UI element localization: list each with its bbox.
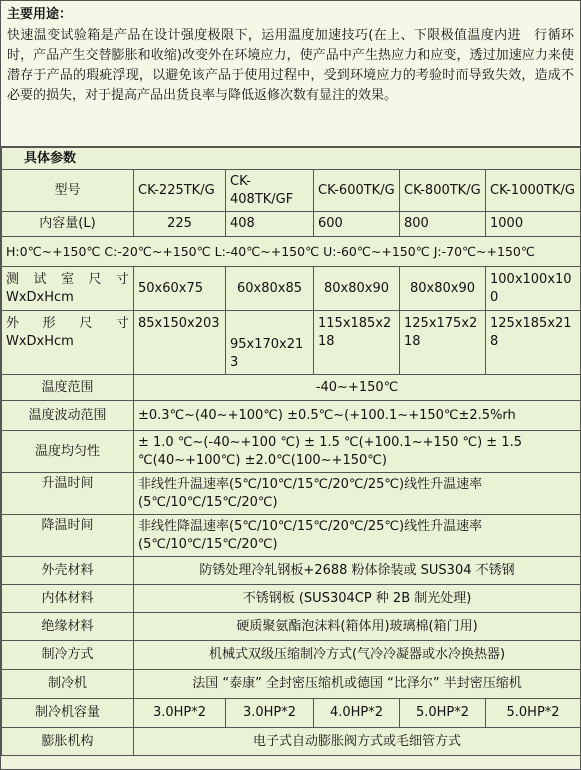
cooling-method-value: 机械式双级压缩制冷方式(气冷冷凝器或水冷换热器) [134,641,581,670]
outer-size-cell: 95x170x213 [226,311,314,375]
uniformity-row [2,431,581,473]
shell-value: 防锈处理冷轧钢板+2688 粉体徐装或 SUS304 不锈钢 [134,557,581,585]
temp-range-value: -40~+150℃ [134,375,581,401]
temp-codes: H:0℃~+150℃ C:-20℃~+150℃ L:-40℃~+150℃ U:-60℃~+150℃ J:-70℃~+150℃ [2,237,581,267]
volume-label: 内容量(L) [2,212,134,237]
model-cell: CK-225TK/G [134,170,226,212]
cooling-method-label: 制冷方式 [2,641,134,670]
model-row [2,170,581,212]
volume-cell: 408 [226,212,314,237]
fluctuation-label: 温度波动范围 [2,401,134,431]
capacity-cell: 5.0HP*2 [486,699,581,728]
capacity-row [2,699,581,728]
heating-label: 升温时间 [2,473,134,515]
heating-value: 非线性升温速率(5℃/10℃/15℃/20℃/25℃)线性升温速率 (5℃/10℃/15℃/20℃) [134,473,581,515]
heating-row [2,473,581,515]
chamber-label-line2: WxDxHcm [6,289,74,305]
cooling-value: 非线性降温速率(5℃/10℃/15℃/20℃/25℃)线性升温速率(5℃/10℃/15℃/20℃) [134,515,581,557]
spec-header: 具体参数 [2,148,581,170]
outer-label-line2: WxDxHcm [6,334,74,349]
chamber-label-line1: 测试室尺寸 [6,271,129,287]
outer-size-cell: 125x185x218 [486,311,581,375]
capacity-cell: 4.0HP*2 [314,699,400,728]
outer-label [2,311,134,375]
volume-row [2,212,581,237]
compressor-label: 制冷机 [2,670,134,699]
fluctuation-value: ±0.3℃~(40~+100℃) ±0.5℃~(+100.1~+150℃±2.5%rh [134,401,581,431]
outer-label-line1: 外形尺寸 [6,316,129,331]
chamber-label [2,267,134,311]
chamber-size-cell: 60x80x85 [226,267,314,311]
shell-row [2,557,581,585]
fluctuation-row [2,401,581,431]
temp-code-row [2,237,581,267]
volume-cell: 600 [314,212,400,237]
chamber-size-cell: 100x100x100 [486,267,581,311]
volume-cell: 800 [400,212,486,237]
outer-size-cell: 85x150x203 [134,311,226,375]
expansion-row [2,728,581,756]
chamber-size-cell: 50x60x75 [134,267,226,311]
capacity-cell: 5.0HP*2 [400,699,486,728]
compressor-row [2,670,581,699]
uniformity-label: 温度均匀性 [2,431,134,473]
shell-label: 外壳材料 [2,557,134,585]
cooling-row [2,515,581,557]
inner-row [2,585,581,613]
spec-table [1,147,581,756]
expansion-value: 电子式自动膨胀阀方式或毛细管方式 [134,728,581,756]
spec-header-row [2,148,581,170]
capacity-label: 制冷机容量 [2,699,134,728]
outer-size-cell: 115x185x218 [314,311,400,375]
inner-value: 不锈钢板 (SUS304CP 种 2B 制光处理) [134,585,581,613]
model-cell: CK-800TK/G [400,170,486,212]
temp-range-row [2,375,581,401]
outer-size-cell: 125x175x218 [400,311,486,375]
temp-range-label: 温度范围 [2,375,134,401]
usage-section [1,1,580,147]
inner-label: 内体材料 [2,585,134,613]
outer-size-row [2,311,581,375]
capacity-cell: 3.0HP*2 [134,699,226,728]
model-cell: CK-1000TK/G [486,170,581,212]
compressor-value: 法国 “泰康” 全封密压缩机或德国 “比泽尔” 半封密压缩机 [134,670,581,699]
cooling-label: 降温时间 [2,515,134,557]
usage-title: 主要用途： [7,7,73,22]
chamber-size-cell: 80x80x90 [400,267,486,311]
insulation-row [2,613,581,641]
uniformity-value: ± 1.0 ℃~(-40~+100 ℃) ± 1.5 ℃(+100.1~+150 ℃) ± 1.5 ℃(40~+100℃) ±2.0℃(100~+150℃) [134,431,581,473]
chamber-size-row [2,267,581,311]
model-cell: CK-408TK/GF [226,170,314,212]
cooling-method-row [2,641,581,670]
volume-cell: 1000 [486,212,581,237]
usage-text: 快速温变试验箱是产品在设计强度极限下，运用温度加速技巧(在上、下限极值温度内进 行循环时，产品产生交替膨胀和收缩)改变外在环境应力，使产品中产生热应力和应变，透过加速应力来使潜存于产品的瑕疵浮现，以避免该产品于使用过程中，受到环境应力的考验时而导致失效，造成不必要的损失，对于提高产品出货良率与降低返修次数有显注的效果。 [7,28,574,103]
volume-cell: 225 [134,212,226,237]
insulation-label: 绝缘材料 [2,613,134,641]
insulation-value: 硬质聚氨酯泡沫料(箱体用)玻璃棉(箱门用) [134,613,581,641]
model-label: 型号 [2,170,134,212]
chamber-size-cell: 80x80x90 [314,267,400,311]
capacity-cell: 3.0HP*2 [226,699,314,728]
expansion-label: 膨胀机构 [2,728,134,756]
model-cell: CK-600TK/G [314,170,400,212]
